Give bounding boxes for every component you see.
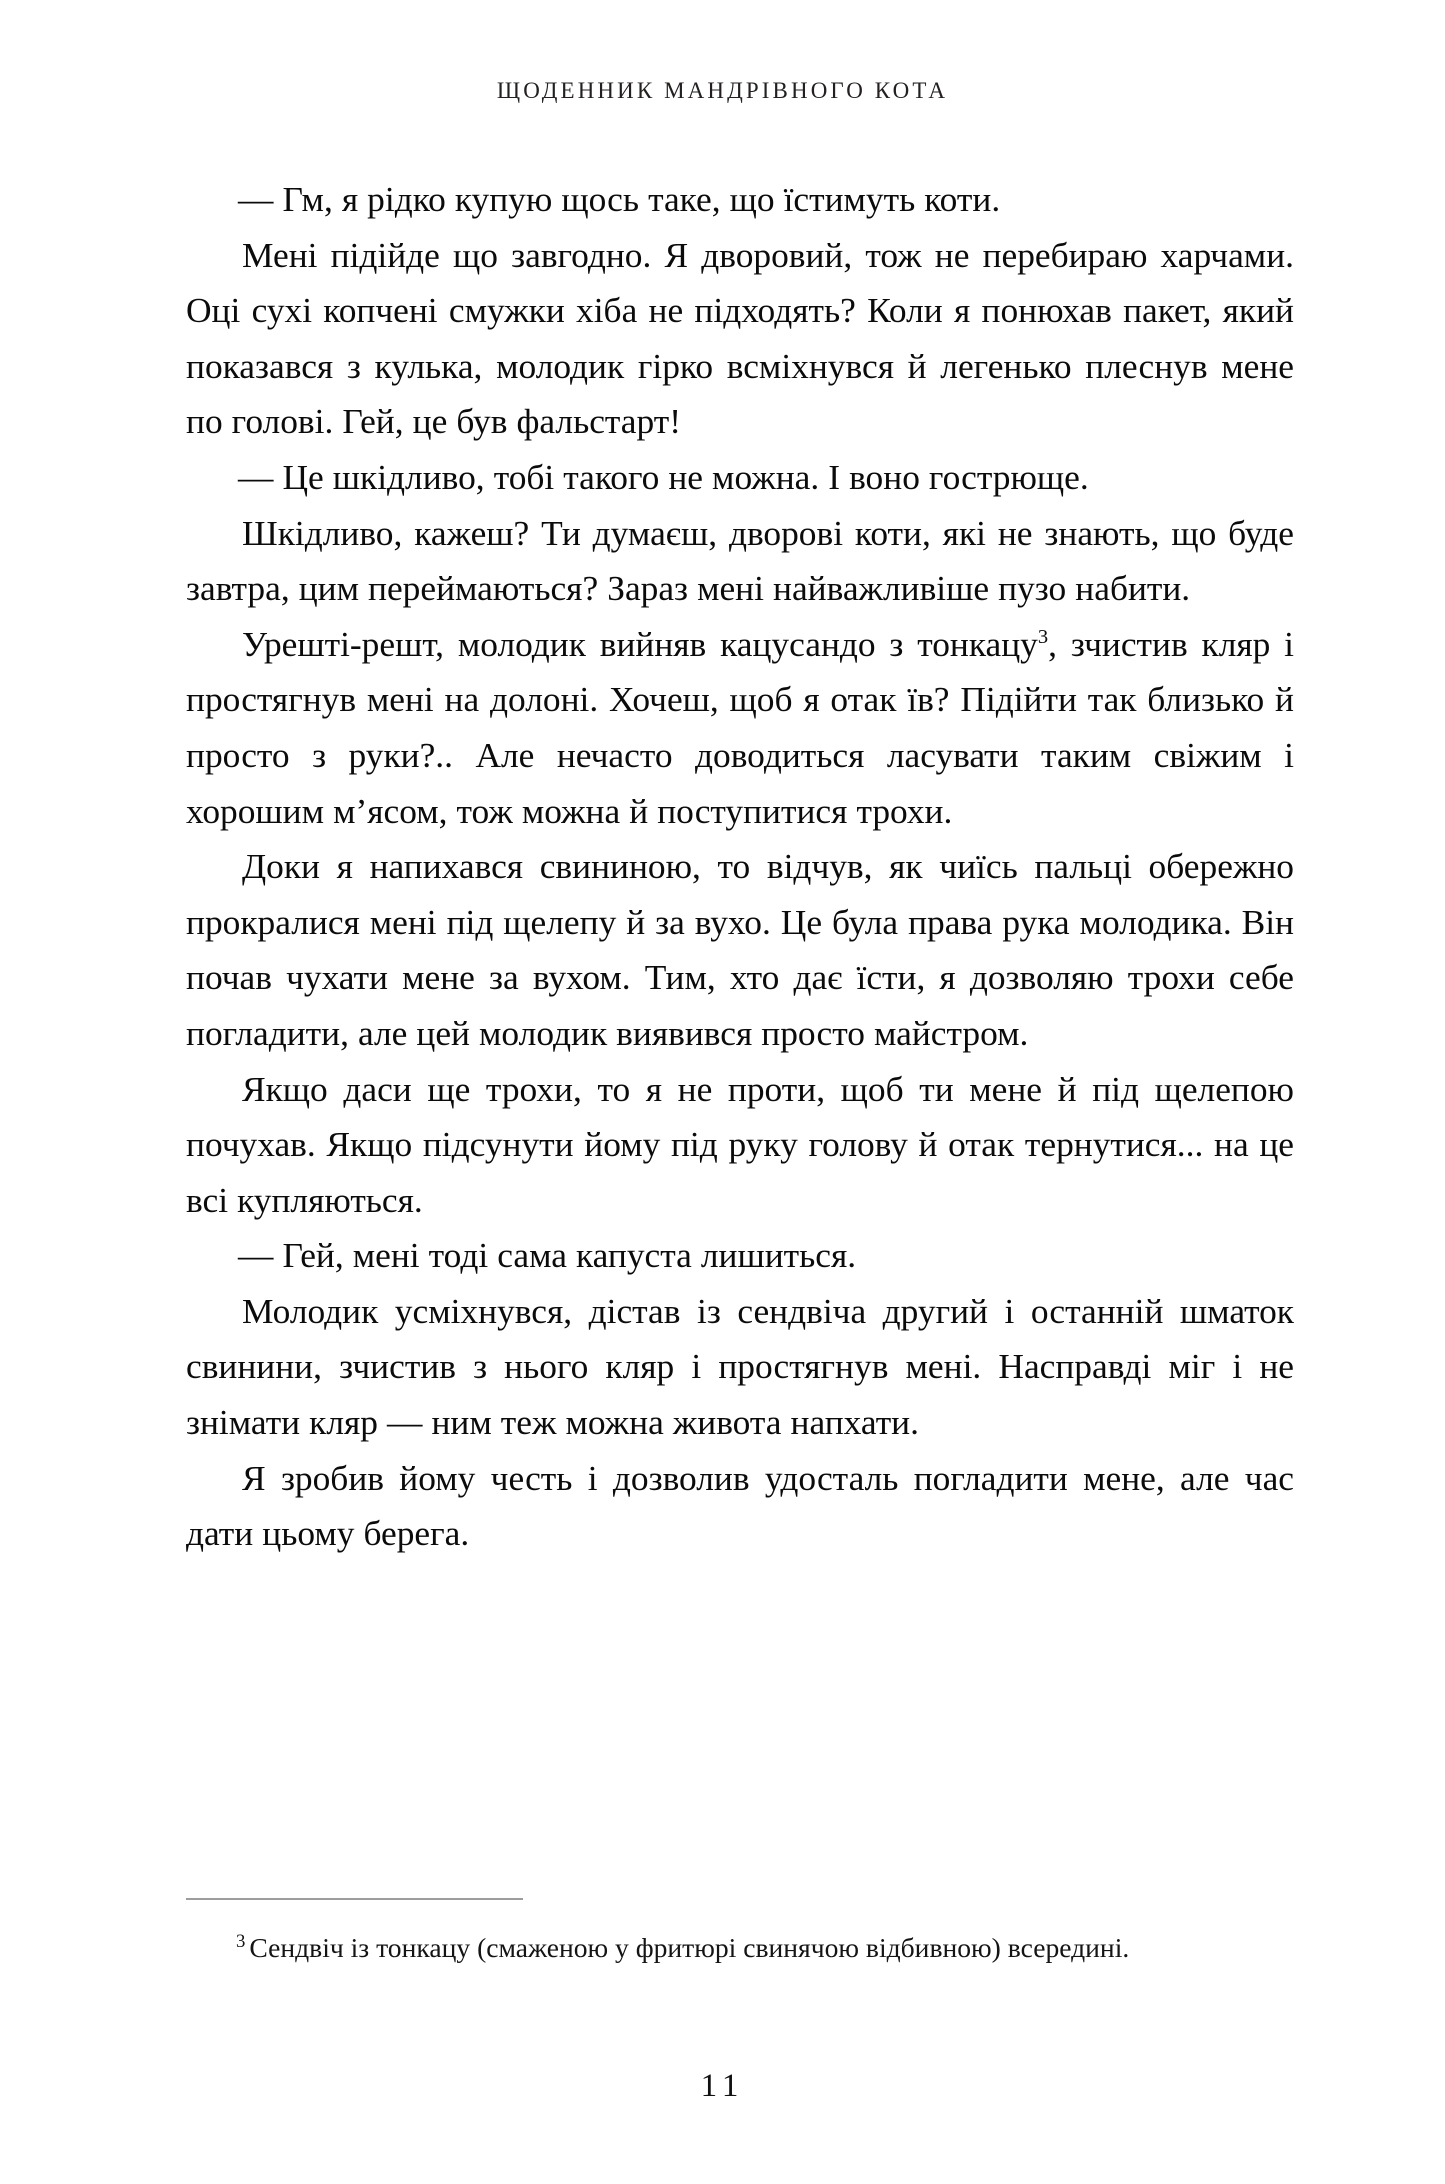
body-text-block — [186, 172, 1294, 1562]
paragraph-3: — Це шкідливо, тобі такого не можна. І воно гострюще. — [238, 456, 1089, 497]
paragraph-10: Я зробив йому честь і дозволив удосталь погладити мене, але час дати цьому берега. — [186, 1457, 1294, 1554]
paragraph-9: Молодик усміхнувся, дістав із сендвіча другий і останній шматок свинини, зчистив з нього кляр і простягнув мені. Насправді міг і не знімати кляр — ним теж можна живота напхати. — [186, 1290, 1294, 1443]
paragraph-2: Мені підійде що завгодно. Я дворовий, тож не перебираю харчами. Оці сухі копчені смужки хіба не підходять? Коли я понюхав пакет, який показався з кулька, молодик гірко всміхнувся й легенько плеснув мене по голові. Гей, це був фальстарт! — [186, 234, 1294, 442]
footnote-number: 3 — [236, 1930, 246, 1952]
page-number: 11 — [700, 2068, 745, 2104]
paragraph-5-tail: , — [1048, 623, 1057, 664]
paragraph-5 — [186, 617, 1294, 839]
paragraph-8: — Гей, мені тоді сама капуста лишиться. — [238, 1235, 857, 1276]
footnote-entry — [186, 1926, 1294, 1970]
footnote-separator-rule — [186, 1898, 523, 1900]
footnote-reference-3[interactable]: 3 — [1037, 625, 1049, 648]
paragraph-5-continuation: зчистив кляр і простягнув мені на долоні. Хочеш, щоб я отак їв? Підійти так близько й просто з руки?.. Але нечасто доводиться ласувати таким свіжим і хорошим м’ясом, тож можна й поступитися трохи. — [186, 623, 1294, 831]
footnote-area — [186, 1898, 1294, 1970]
footnote-text: Сендвіч із тонкацу (смаженою у фритюрі свинячою відбивною) всередині. — [249, 1932, 1130, 1963]
paragraph-5-text: Урешті-решт, молодик вийняв кацусандо з тонкацу — [242, 623, 1038, 664]
paragraph-7: Якщо даси ще трохи, то я не проти, щоб ти мене й під щелепою почухав. Якщо підсунути йому під руку голову й отак тернутися... на це всі купляються. — [186, 1068, 1294, 1220]
running-header: ЩОДЕННИК МАНДРІВНОГО КОТА — [496, 78, 949, 103]
paragraph-6: Доки я напихався свининою, то відчув, як чиїсь пальці обережно прокралися мені під щелепу й за вухо. Це була права рука молодика. Він почав чухати мене за вухом. Тим, хто дає їсти, я дозволяю трохи себе погладити, але цей молодик виявився просто майстром. — [186, 846, 1294, 1053]
paragraph-1: — Гм, я рідко купую щось таке, що їстимуть коти. — [238, 179, 1001, 219]
paragraph-4: Шкідливо, кажеш? Ти думаєш, дворові коти, які не знають, що буде завтра, цим переймаються? Зараз мені найважливіше пузо набити. — [186, 512, 1294, 609]
